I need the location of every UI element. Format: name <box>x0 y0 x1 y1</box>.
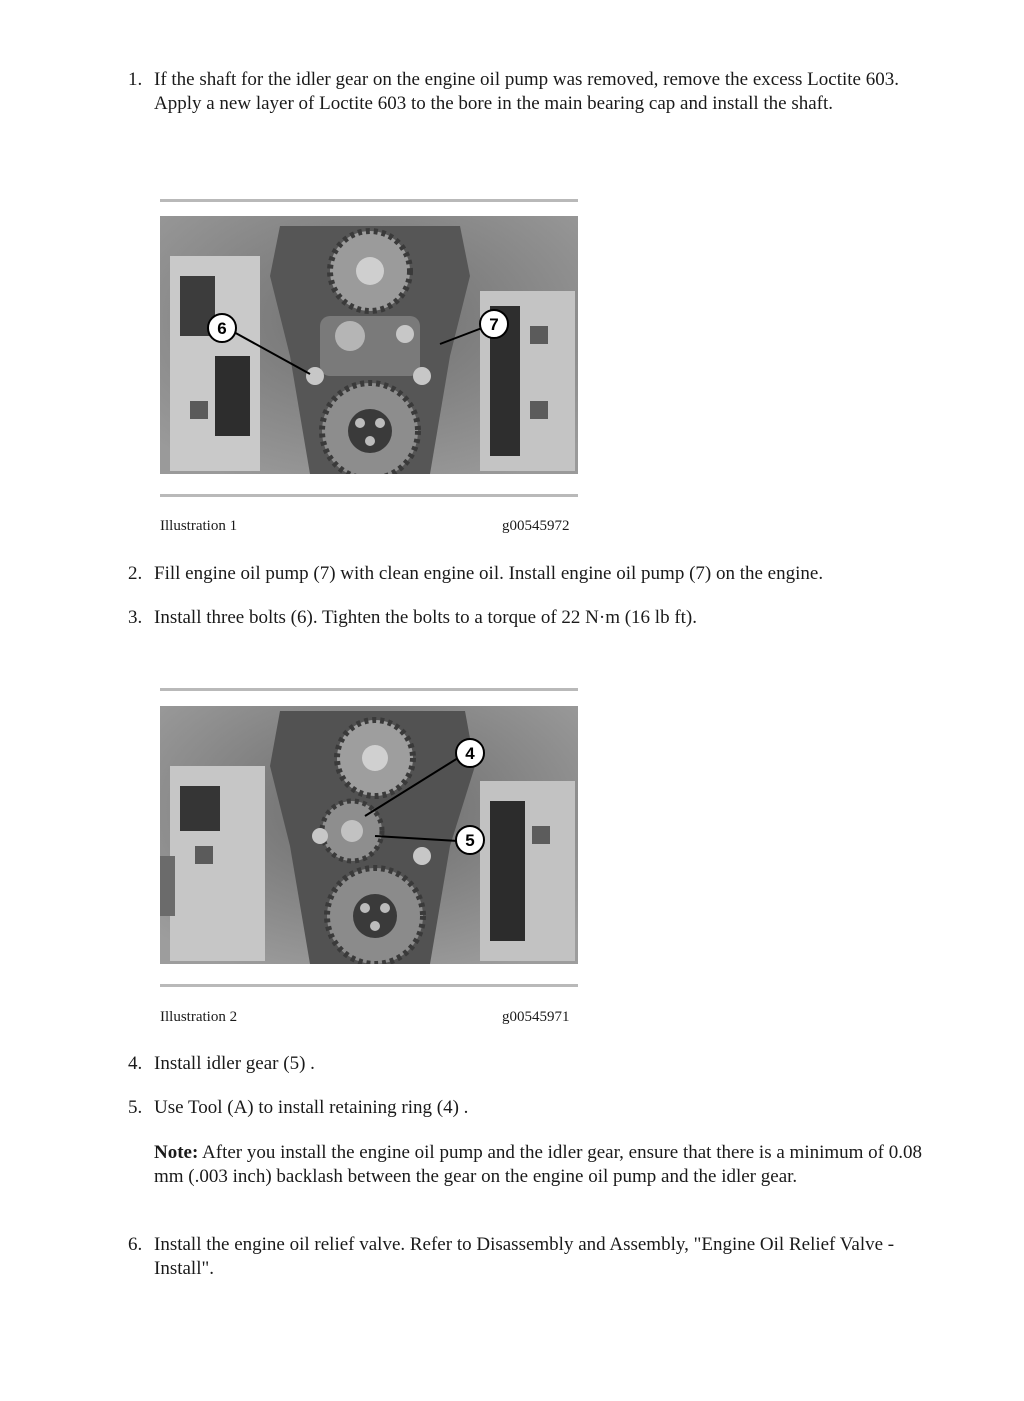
note-paragraph <box>154 1141 924 1189</box>
step-text: Fill engine oil pump (7) with clean engine oil. Install engine oil pump (7) on the engine. <box>154 563 824 584</box>
illustration-1-id: g00545972 <box>502 518 570 534</box>
illustration-2-photo <box>160 706 578 964</box>
figure-bottom-rule <box>160 494 578 497</box>
step-number: 6. <box>128 1234 143 1255</box>
note-text: After you install the engine oil pump and the idler gear, ensure that there is a minimum of 0.08 mm (.003 inch) backlash between the gear on the engine oil pump and the idler gear. <box>154 1142 923 1187</box>
step-text: Use Tool (A) to install retaining ring (4) . <box>154 1097 469 1118</box>
step-text: Install idler gear (5) . <box>154 1053 315 1074</box>
illustration-2-caption: Illustration 2 <box>160 1009 238 1025</box>
illustration-1-photo <box>160 216 578 474</box>
step-number: 1. <box>128 69 143 90</box>
illustration-1-caption: Illustration 1 <box>160 518 238 534</box>
callout-7: 7 <box>489 315 499 334</box>
step-text: If the shaft for the idler gear on the engine oil pump was removed, remove the excess Loctite 603. Apply a new layer of Loctite 603 to the bore in the main bearing cap and install the shaft. <box>154 69 899 114</box>
note-label: Note: <box>154 1142 199 1163</box>
callout-5: 5 <box>465 831 475 850</box>
illustration-2-id: g00545971 <box>502 1009 570 1025</box>
step-number: 4. <box>128 1053 143 1074</box>
figure-bottom-rule <box>160 984 578 987</box>
step-number: 2. <box>128 563 143 584</box>
figure-top-rule <box>160 688 578 691</box>
step-number: 3. <box>128 607 143 628</box>
step-number: 5. <box>128 1097 143 1118</box>
step-text: Install three bolts (6). Tighten the bolts to a torque of 22 N·m (16 lb ft). <box>154 607 698 628</box>
step-text: Install the engine oil relief valve. Refer to Disassembly and Assembly, "Engine Oil Relief Valve - Install". <box>154 1234 895 1279</box>
callout-4: 4 <box>465 744 475 763</box>
figure-top-rule <box>160 199 578 202</box>
callout-6: 6 <box>217 319 227 338</box>
